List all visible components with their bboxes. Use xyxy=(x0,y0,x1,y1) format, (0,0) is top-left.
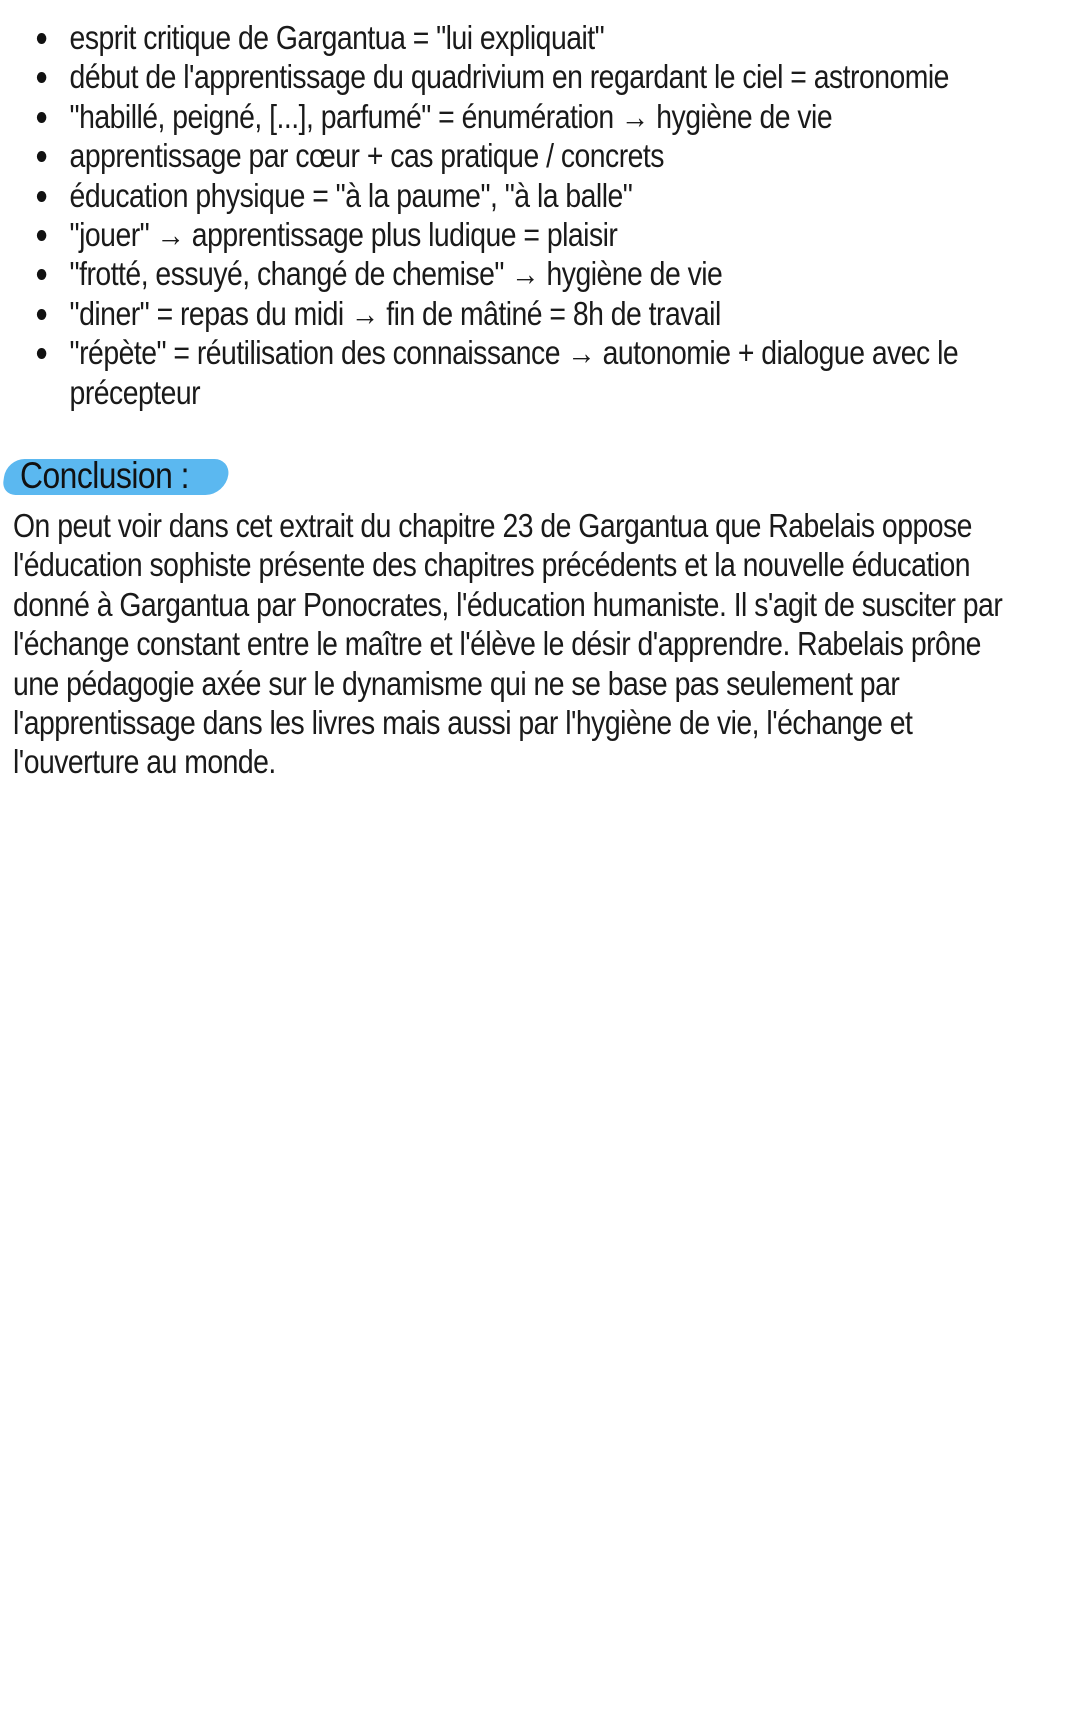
bullet-text: "jouer" → apprentissage plus ludique = plaisir xyxy=(69,216,618,254)
bullet-dot-icon xyxy=(37,112,46,123)
list-item xyxy=(30,333,1067,412)
paragraph-line: l'ouverture au monde. xyxy=(13,743,276,781)
list-item xyxy=(30,215,1067,254)
paragraph-line: On peut voir dans cet extrait du chapitre 23 de Gargantua que Rabelais oppose xyxy=(13,507,972,544)
paragraph-line: l'apprentissage dans les livres mais aussi par l'hygiène de vie, l'échange et xyxy=(13,704,913,742)
bullet-text: "répète" = réutilisation des connaissance → autonomie + dialogue avec le précepteur xyxy=(69,334,959,411)
paragraph-line: une pédagogie axée sur le dynamisme qui ne se base pas seulement par xyxy=(13,664,900,702)
bullet-dot-icon xyxy=(37,269,46,280)
bullet-text: apprentissage par cœur + cas pratique / concrets xyxy=(69,137,664,175)
bullet-text: "frotté, essuyé, changé de chemise" → hygiène de vie xyxy=(69,255,723,293)
bullet-text: esprit critique de Gargantua = "lui expliquait" xyxy=(69,19,605,56)
paragraph-line: l'éducation sophiste présente des chapitres précédents et la nouvelle éducation xyxy=(13,546,971,584)
conclusion-title: Conclusion : xyxy=(20,455,189,496)
bullet-text: début de l'apprentissage du quadrivium en regardant le ciel = astronomie xyxy=(69,58,949,96)
bullet-dot-icon xyxy=(37,348,46,359)
list-item xyxy=(30,294,1067,333)
bullet-text: "habillé, peigné, [...], parfumé" = énumération → hygiène de vie xyxy=(69,97,833,135)
bullet-text: "diner" = repas du midi → fin de mâtiné = 8h de travail xyxy=(69,294,721,332)
list-item xyxy=(30,18,1067,57)
bullet-dot-icon xyxy=(37,230,46,241)
list-item xyxy=(30,136,1067,175)
paragraph-line: l'échange constant entre le maître et l'élève le désir d'apprendre. Rabelais prône xyxy=(13,625,981,663)
list-item xyxy=(30,254,1067,293)
conclusion-heading xyxy=(4,455,228,497)
bullet-text: éducation physique = "à la paume", "à la balle" xyxy=(69,176,633,214)
list-item xyxy=(30,97,1067,136)
bullet-list xyxy=(30,18,1060,412)
list-item xyxy=(30,176,1067,215)
conclusion-paragraph xyxy=(13,506,1062,782)
bullet-dot-icon xyxy=(37,72,46,83)
bullet-dot-icon xyxy=(37,309,46,320)
bullet-dot-icon xyxy=(37,151,46,162)
paragraph-line: donné à Gargantua par Ponocrates, l'éducation humaniste. Il s'agit de susciter par xyxy=(13,585,1003,623)
bullet-dot-icon xyxy=(37,191,46,202)
bullet-dot-icon xyxy=(37,33,46,44)
list-item xyxy=(30,57,1067,96)
